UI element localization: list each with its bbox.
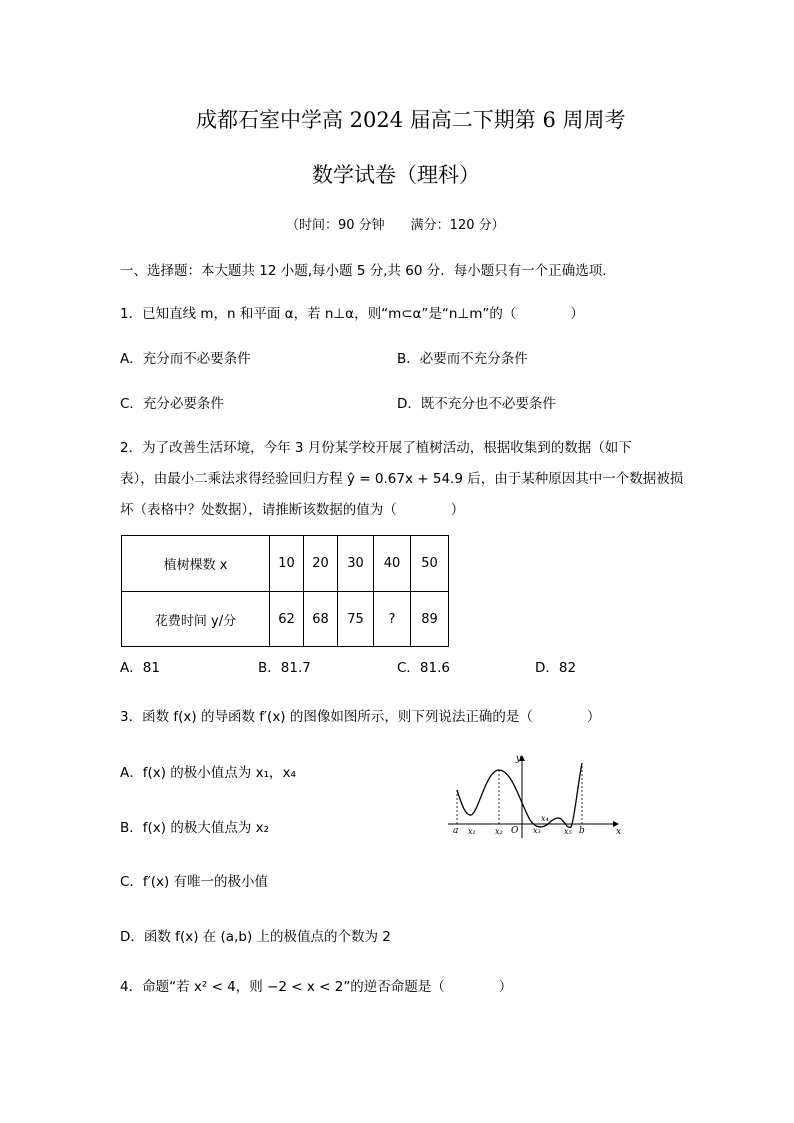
table-row <box>122 536 449 592</box>
cell-x: 40 <box>374 536 411 592</box>
label-x4: x₄ <box>541 814 549 823</box>
cell-x: 50 <box>411 536 449 592</box>
derivative-curve <box>457 763 582 827</box>
row-label-x: 植树棵数 x <box>122 536 270 592</box>
q1-stem: 1．已知直线 m，n 和平面 α，若 n⊥α，则“m⊂α”是“n⊥m”的（ ） <box>120 306 584 322</box>
cell-y: 62 <box>270 592 304 647</box>
label-x: x <box>616 827 622 837</box>
label-x2: x₂ <box>495 827 503 836</box>
q2-stem-line1: 2．为了改善生活环境，今年 3 月份某学校开展了植树活动，根据收集到的数据（如下 <box>120 440 632 456</box>
label-y: y <box>515 754 521 764</box>
exam-info: （时间：90 分钟 满分：120 分） <box>286 218 505 233</box>
label-x1: x₁ <box>468 827 476 836</box>
label-o: O <box>511 826 519 836</box>
label-b: b <box>579 826 585 836</box>
cell-x: 10 <box>270 536 304 592</box>
q2-option-c: C．81.6 <box>397 660 450 676</box>
cell-x: 30 <box>338 536 374 592</box>
q4-stem: 4．命题“若 x² < 4，则 −2 < x < 2”的逆否命题是（ ） <box>120 979 513 995</box>
cell-x: 20 <box>304 536 338 592</box>
q2-stem-line3: 坏（表格中？处数据），请推断该数据的值为（ ） <box>120 502 465 518</box>
q3-stem: 3．函数 f(x) 的导函数 f′(x) 的图像如图所示，则下列说法正确的是（ ） <box>120 709 601 725</box>
cell-y: ? <box>374 592 411 647</box>
q2-stem-line2: 表），由最小二乘法求得经验回归方程 ŷ = 0.67x + 54.9 后，由于某种原因其中一个数据被损 <box>120 471 684 487</box>
table-row <box>122 592 449 647</box>
cell-y: 68 <box>304 592 338 647</box>
label-x5: x₅ <box>564 827 572 836</box>
label-a: a <box>453 826 459 836</box>
q3-option-a: A．f(x) 的极小值点为 x₁，x₄ <box>120 765 296 781</box>
q2-option-b: B．81.7 <box>258 660 311 676</box>
label-x3: x₃ <box>533 826 541 835</box>
q1-option-d: D．既不充分也不必要条件 <box>397 396 556 412</box>
page-title: 成都石室中学高 2024 届高二下期第 6 周周考 <box>196 108 626 132</box>
q3-option-c: C．f′(x) 有唯一的极小值 <box>120 874 269 890</box>
q3-option-d: D．函数 f(x) 在 (a,b) 上的极值点的个数为 2 <box>120 929 391 945</box>
section-heading: 一、选择题：本大题共 12 小题,每小题 5 分,共 60 分．每小题只有一个正确选项． <box>120 263 616 279</box>
q1-option-b: B．必要而不充分条件 <box>397 351 528 367</box>
q2-option-d: D．82 <box>535 660 577 676</box>
page-subtitle: 数学试卷（理科） <box>312 163 480 187</box>
q2-option-a: A．81 <box>120 660 160 676</box>
q1-option-a: A．充分而不必要条件 <box>120 351 251 367</box>
derivative-graph <box>440 750 625 840</box>
cell-y: 89 <box>411 592 449 647</box>
row-label-y: 花费时间 y/分 <box>122 592 270 647</box>
cell-y: 75 <box>338 592 374 647</box>
q1-option-c: C．充分必要条件 <box>120 396 224 412</box>
data-table <box>121 535 449 647</box>
q3-option-b: B．f(x) 的极大值点为 x₂ <box>120 820 270 836</box>
